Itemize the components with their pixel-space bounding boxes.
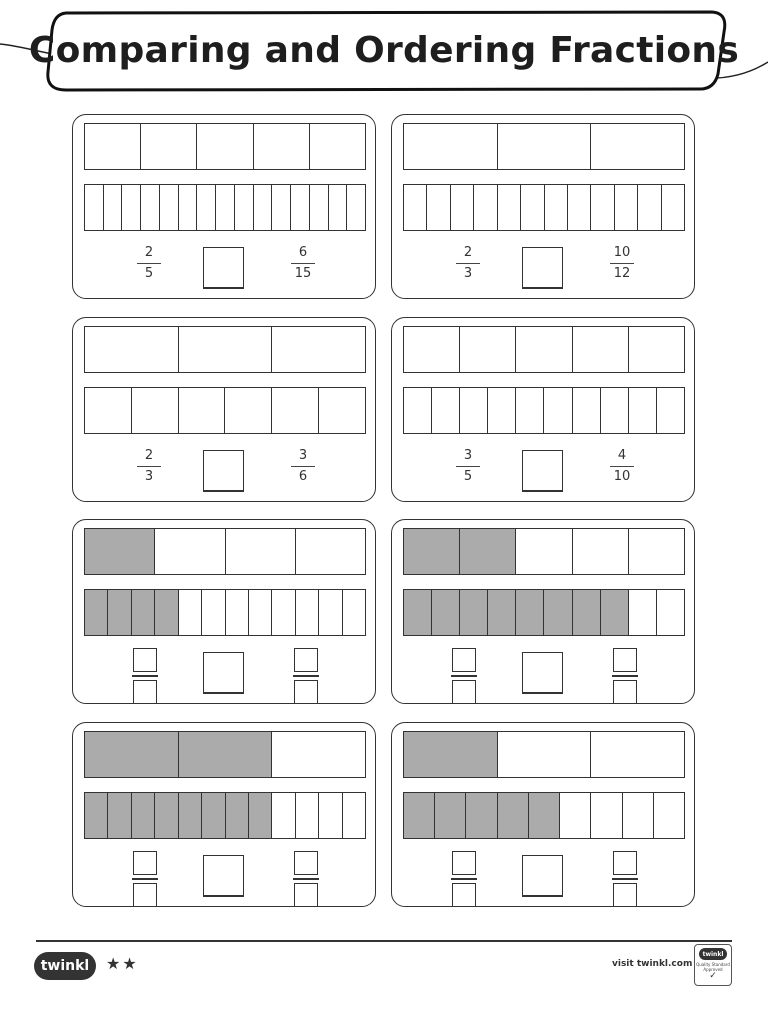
denominator: 12 — [613, 266, 631, 281]
bar-segment — [85, 327, 178, 372]
bar-segment — [404, 529, 459, 574]
bar-segment — [520, 185, 543, 230]
bar-segment — [201, 590, 224, 635]
bar-segment — [572, 590, 600, 635]
blank-fraction-left — [452, 851, 476, 907]
comparison-answer-box[interactable] — [522, 247, 563, 289]
bar-segment — [628, 590, 656, 635]
fraction-line — [137, 263, 161, 264]
bar-segment — [600, 590, 628, 635]
denominator-answer-box[interactable] — [452, 680, 476, 704]
bar-segment — [544, 185, 567, 230]
bar-segment — [543, 388, 571, 433]
bar-segment — [140, 185, 159, 230]
bar-segment — [234, 185, 253, 230]
fraction-line — [132, 878, 158, 880]
bar-segment — [253, 124, 309, 169]
comparison-answer-box[interactable] — [203, 450, 244, 492]
bar-segment — [465, 793, 496, 838]
bar-segment — [295, 529, 365, 574]
bar-segment — [656, 590, 684, 635]
numerator: 6 — [298, 245, 308, 260]
bar-segment — [622, 793, 653, 838]
fraction-bar-top — [403, 326, 685, 373]
comparison-answer-box[interactable] — [203, 247, 244, 289]
bar-segment — [515, 388, 543, 433]
denominator: 3 — [463, 266, 473, 281]
bar-segment — [628, 327, 684, 372]
fraction-bar-top — [84, 123, 366, 170]
fraction-bar-bottom — [403, 792, 685, 839]
bar-segment — [225, 529, 295, 574]
bar-segment — [248, 793, 271, 838]
bar-segment — [572, 327, 628, 372]
bar-segment — [248, 590, 271, 635]
bar-segment — [434, 793, 465, 838]
fraction-card — [72, 519, 376, 704]
bar-segment — [85, 590, 107, 635]
blank-fraction-left — [133, 648, 157, 704]
bar-segment — [224, 388, 271, 433]
comparison-answer-box[interactable] — [522, 652, 563, 694]
bar-segment — [628, 529, 684, 574]
fraction-line — [293, 675, 319, 677]
bar-segment — [225, 793, 248, 838]
fraction-card — [72, 722, 376, 907]
bar-segment — [404, 124, 497, 169]
fraction-line — [291, 263, 315, 264]
bar-segment — [178, 590, 201, 635]
bar-segment — [559, 793, 590, 838]
bar-segment — [295, 590, 318, 635]
denominator-answer-box[interactable] — [294, 680, 318, 704]
bar-segment — [318, 590, 341, 635]
bar-segment — [271, 388, 318, 433]
fraction-line — [612, 878, 638, 880]
bar-segment — [572, 529, 628, 574]
bar-segment — [431, 590, 459, 635]
denominator-answer-box[interactable] — [613, 680, 637, 704]
fraction-bar-top — [84, 326, 366, 373]
fraction-left — [448, 245, 488, 282]
twinkl-logo — [34, 952, 96, 980]
fraction-bar-top — [84, 731, 366, 778]
bar-segment — [515, 590, 543, 635]
bar-segment — [653, 793, 684, 838]
footer-divider — [36, 940, 732, 942]
fraction-right — [602, 448, 642, 485]
denominator: 10 — [613, 469, 631, 484]
numerator-answer-box[interactable] — [133, 648, 157, 672]
bar-segment — [178, 185, 197, 230]
comparison-answer-box[interactable] — [522, 855, 563, 897]
twinkl-logo-text: twinkl — [40, 958, 90, 974]
bar-segment — [328, 185, 347, 230]
fraction-bar-top — [403, 731, 685, 778]
numerator-answer-box[interactable] — [133, 851, 157, 875]
bar-segment — [661, 185, 684, 230]
bar-segment — [154, 793, 177, 838]
bar-segment — [178, 388, 225, 433]
bar-segment — [85, 732, 178, 777]
bar-segment — [543, 590, 571, 635]
fraction-card — [72, 317, 376, 502]
fraction-line — [610, 263, 634, 264]
bar-segment — [178, 793, 201, 838]
bar-segment — [497, 793, 528, 838]
bar-segment — [614, 185, 637, 230]
denominator: 5 — [144, 266, 154, 281]
page-title: Comparing and Ordering Fractions — [28, 29, 740, 71]
comparison-answer-box[interactable] — [203, 652, 244, 694]
bar-segment — [528, 793, 559, 838]
bar-segment — [404, 327, 459, 372]
numerator-answer-box[interactable] — [452, 648, 476, 672]
fraction-bar-bottom — [403, 589, 685, 636]
fraction-line — [610, 466, 634, 467]
fraction-bar-bottom — [84, 792, 366, 839]
bar-segment — [628, 388, 656, 433]
comparison-answer-box[interactable] — [203, 855, 244, 897]
denominator: 15 — [294, 266, 312, 281]
bar-segment — [107, 590, 130, 635]
bar-segment — [656, 388, 684, 433]
numerator-answer-box[interactable] — [294, 851, 318, 875]
bar-segment — [590, 185, 613, 230]
bar-segment — [590, 732, 684, 777]
bar-segment — [271, 327, 365, 372]
fraction-left — [448, 448, 488, 485]
fraction-bar-top — [403, 528, 685, 575]
bar-segment — [497, 124, 591, 169]
bar-segment — [459, 529, 515, 574]
fraction-card — [391, 519, 695, 704]
denominator: 3 — [144, 469, 154, 484]
bar-segment — [131, 590, 154, 635]
bar-segment — [404, 185, 426, 230]
bar-segment — [131, 388, 178, 433]
bar-segment — [107, 793, 130, 838]
badge-logo: twinkl — [699, 948, 727, 960]
fraction-line — [612, 675, 638, 677]
fraction-right — [283, 448, 323, 485]
bar-segment — [85, 185, 103, 230]
fraction-bar-bottom — [403, 387, 685, 434]
bar-segment — [154, 529, 224, 574]
bar-segment — [459, 388, 487, 433]
bar-segment — [459, 327, 515, 372]
fraction-right — [602, 245, 642, 282]
blank-fraction-right — [613, 851, 637, 907]
bar-segment — [567, 185, 590, 230]
denominator-answer-box[interactable] — [452, 883, 476, 907]
denominator-answer-box[interactable] — [133, 883, 157, 907]
quality-badge — [694, 944, 732, 986]
bar-segment — [215, 185, 234, 230]
bar-segment — [426, 185, 449, 230]
bar-segment — [404, 793, 434, 838]
bar-segment — [178, 327, 272, 372]
bar-segment — [404, 732, 497, 777]
bar-segment — [459, 590, 487, 635]
numerator: 10 — [613, 245, 631, 260]
bar-segment — [196, 124, 252, 169]
numerator: 2 — [144, 448, 154, 463]
fraction-bar-bottom — [84, 387, 366, 434]
bar-segment — [473, 185, 496, 230]
bar-segment — [85, 793, 107, 838]
bar-segment — [178, 732, 272, 777]
badge-text: Quality Standard Approved — [696, 962, 730, 972]
bar-segment — [295, 793, 318, 838]
bar-segment — [140, 124, 196, 169]
comparison-answer-box[interactable] — [522, 450, 563, 492]
bar-segment — [497, 185, 520, 230]
fraction-right — [283, 245, 323, 282]
fraction-bar-bottom — [403, 184, 685, 231]
fraction-line — [456, 263, 480, 264]
bar-segment — [318, 793, 341, 838]
fraction-card — [391, 722, 695, 907]
fraction-bar-top — [84, 528, 366, 575]
fraction-bar-bottom — [84, 184, 366, 231]
bar-segment — [309, 124, 365, 169]
bar-segment — [271, 185, 290, 230]
bar-segment — [515, 529, 571, 574]
bar-segment — [121, 185, 140, 230]
bar-segment — [159, 185, 178, 230]
bar-segment — [600, 388, 628, 433]
fraction-bar-bottom — [84, 589, 366, 636]
numerator: 4 — [617, 448, 627, 463]
bar-segment — [431, 388, 459, 433]
bar-segment — [154, 590, 177, 635]
numerator: 2 — [463, 245, 473, 260]
fraction-card — [391, 114, 695, 299]
denominator: 5 — [463, 469, 473, 484]
bar-segment — [342, 793, 365, 838]
numerator: 2 — [144, 245, 154, 260]
blank-fraction-right — [613, 648, 637, 704]
bar-segment — [487, 388, 515, 433]
fraction-line — [451, 675, 477, 677]
bar-segment — [450, 185, 473, 230]
blank-fraction-left — [133, 851, 157, 907]
bar-segment — [515, 327, 571, 372]
bar-segment — [404, 590, 431, 635]
bar-segment — [253, 185, 272, 230]
numerator-answer-box[interactable] — [613, 648, 637, 672]
denominator-answer-box[interactable] — [613, 883, 637, 907]
numerator: 3 — [463, 448, 473, 463]
fraction-line — [291, 466, 315, 467]
bar-segment — [318, 388, 365, 433]
fraction-card — [391, 317, 695, 502]
denominator: 6 — [298, 469, 308, 484]
blank-fraction-left — [452, 648, 476, 704]
bar-segment — [85, 124, 140, 169]
fraction-left — [129, 448, 169, 485]
bar-segment — [342, 590, 365, 635]
bar-segment — [225, 590, 248, 635]
bar-segment — [346, 185, 365, 230]
difficulty-stars-icon: ★★ — [106, 954, 139, 973]
bar-segment — [85, 529, 154, 574]
bar-segment — [271, 732, 365, 777]
visit-link[interactable]: visit twinkl.com — [612, 959, 693, 969]
bar-segment — [590, 124, 684, 169]
bar-segment — [131, 793, 154, 838]
numerator-answer-box[interactable] — [294, 648, 318, 672]
numerator: 3 — [298, 448, 308, 463]
bar-segment — [103, 185, 122, 230]
fraction-line — [451, 878, 477, 880]
numerator-answer-box[interactable] — [613, 851, 637, 875]
bar-segment — [309, 185, 328, 230]
bar-segment — [637, 185, 660, 230]
fraction-line — [293, 878, 319, 880]
bar-segment — [290, 185, 309, 230]
denominator-answer-box[interactable] — [133, 680, 157, 704]
blank-fraction-right — [294, 851, 318, 907]
bar-segment — [590, 793, 621, 838]
fraction-line — [132, 675, 158, 677]
title-container — [28, 12, 740, 88]
bar-segment — [201, 793, 224, 838]
bar-segment — [497, 732, 591, 777]
bar-segment — [196, 185, 215, 230]
denominator-answer-box[interactable] — [294, 883, 318, 907]
fraction-line — [137, 466, 161, 467]
bar-segment — [572, 388, 600, 433]
bar-segment — [271, 590, 294, 635]
blank-fraction-right — [294, 648, 318, 704]
bar-segment — [271, 793, 294, 838]
bar-segment — [487, 590, 515, 635]
fraction-line — [456, 466, 480, 467]
checkmark-icon: ✓ — [709, 971, 717, 981]
fraction-bar-top — [403, 123, 685, 170]
bar-segment — [85, 388, 131, 433]
fraction-card — [72, 114, 376, 299]
fraction-left — [129, 245, 169, 282]
numerator-answer-box[interactable] — [452, 851, 476, 875]
bar-segment — [404, 388, 431, 433]
